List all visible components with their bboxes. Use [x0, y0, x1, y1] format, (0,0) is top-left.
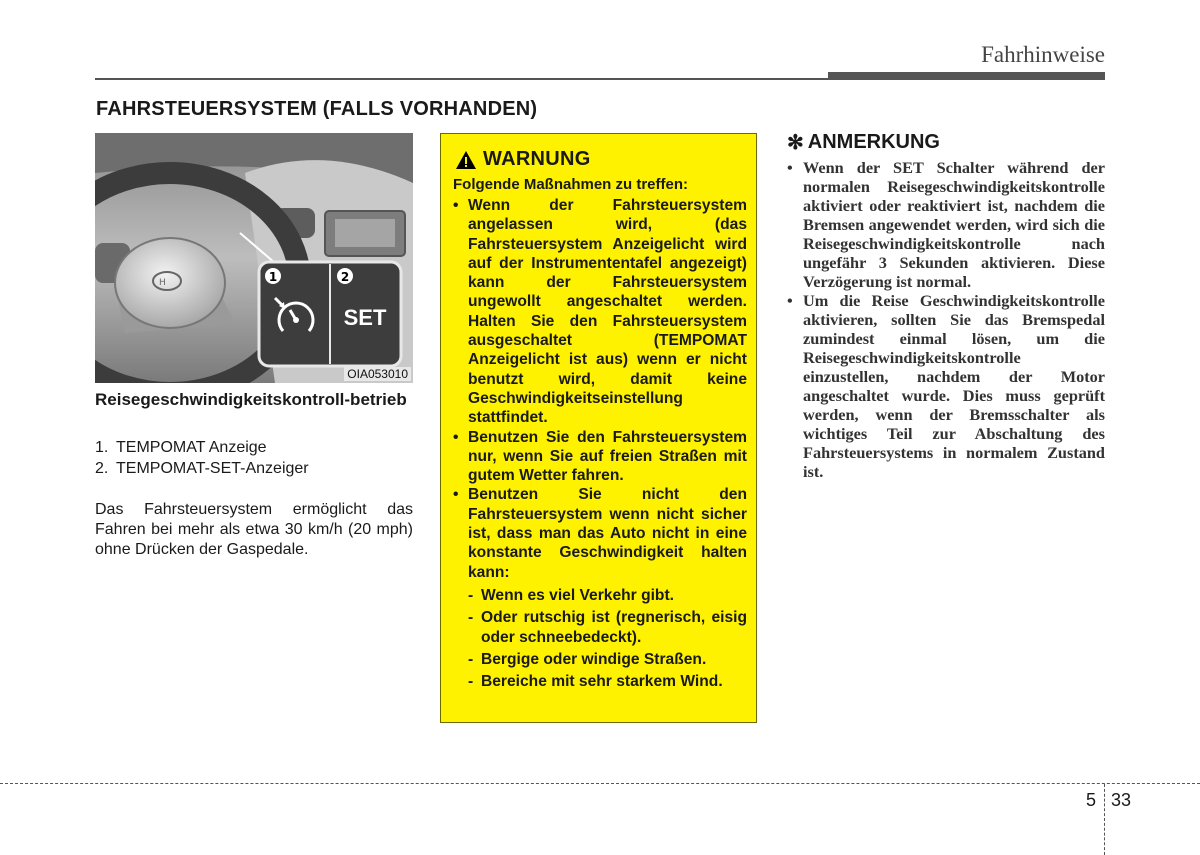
header-rule-accent — [828, 72, 1105, 80]
note-item-text: Wenn der SET Schalter während der normalen Reisegeschwindigkeitskontrolle aktiviert oder reaktiviert ist, nachdem die Bremsen angewendet werden, wird sich die Reisegeschwindigkeitskontrolle nach ungefähr 3 Sekunden aktivieren. Diese Verzögerung ist normal. — [803, 158, 1105, 291]
warning-item-text: Benutzen Sie den Fahrsteuersystem nur, wenn Sie auf freien Straßen mit gutem Wetter fahren. — [468, 428, 747, 485]
legend-label: TEMPOMAT Anzeige — [116, 439, 267, 456]
chapter-title: Fahrhinweise — [981, 42, 1105, 67]
steering-wheel-figure — [95, 133, 413, 383]
steering-wheel-illustration — [95, 133, 413, 383]
warning-box — [440, 133, 757, 723]
warning-item: • Benutzen Sie den Fahrsteuersystem nur, wenn Sie auf freien Straßen mit gutem Wetter fahren. — [453, 428, 747, 485]
warning-title: WARNUNG — [483, 148, 591, 170]
note-title: ANMERKUNG — [807, 131, 940, 153]
footer-divider — [1104, 784, 1105, 855]
legend-number: 1. — [95, 439, 109, 456]
footer-rule — [0, 783, 1200, 784]
warning-sub-item: - Oder rutschig ist (regnerisch, eisig oder schneebedeckt). — [468, 609, 747, 646]
figure-legend — [95, 437, 413, 479]
set-indicator-label: SET — [343, 305, 387, 330]
note-item: • Wenn der SET Schalter während der normalen Reisegeschwindigkeitskontrolle aktiviert oder reaktiviert ist, nachdem die Bremsen angewendet werden, wird sich die Reisegeschwindigkeitskontrolle nach ungefähr 3 Sekunden aktivieren. Diese Verzögerung ist normal. — [787, 158, 1105, 291]
svg-text:H: H — [159, 278, 166, 288]
legend-item — [95, 437, 413, 458]
note-item-text: Um die Reise Geschwindigkeitskontrolle aktivieren, sollten Sie das Bremspedal zumindest einmal lösen, um die Reisegeschwindigkeitskontrolle einzustellen, nachdem der Motor angeschaltet wurde. Dies muss geprüft werden, wenn der Bremsschalter als wichtiges Teil zur Abschaltung des Fahrsteuersystems in normalem Zustand ist. — [803, 291, 1105, 481]
legend-number: 2. — [95, 460, 109, 477]
warning-sub-item: - Bergige oder windige Straßen. — [468, 650, 707, 668]
figure-code: OIA053010 — [344, 367, 411, 381]
intro-paragraph: Das Fahrsteuersystem ermöglicht das Fahren bei mehr als etwa 30 km/h (20 mph) ohne Drücken der Gaspedale. — [95, 501, 413, 558]
callout-1: 1 — [268, 270, 278, 284]
figure-caption: Reisegeschwindigkeitskontroll-betrieb — [95, 390, 407, 409]
page-number: 33 — [1111, 790, 1132, 810]
warning-item-text: Wenn der Fahrsteuersystem angelassen wird, (das Fahrsteuersystem Anzeigelicht wird auf der Instrumententafel angezeigt) kann der Fahrsteuersystem ungewollt angeschaltet werden. Halten Sie den Fahrsteuersystem ausgeschaltet (TEMPOMAT Anzeigelicht ist aus) wenn er nicht benutzt wird, damit keine Geschwindigkeitseinstellung stattfindet. — [468, 197, 747, 427]
legend-label: TEMPOMAT-SET-Anzeiger — [116, 460, 309, 477]
warning-header — [455, 148, 591, 171]
warning-intro: Folgende Maßnahmen zu treffen: — [453, 176, 689, 193]
note-item: • Um die Reise Geschwindigkeitskontrolle aktivieren, sollten Sie das Bremspedal zumindest einmal lösen, um die Reisegeschwindigkeitskontrolle einzustellen, nachdem der Motor angeschaltet wurde. Dies muss geprüft werden, wenn der Bremsschalter als wichtiges Teil zur Abschaltung des Fahrsteuersystems in normalem Zustand ist. — [787, 291, 1105, 481]
warning-triangle-icon — [455, 150, 477, 170]
warning-sub-item: - Bereiche mit sehr starkem Wind. — [468, 673, 723, 691]
warning-sub-list — [468, 586, 747, 691]
chapter-number: 5 — [1086, 790, 1097, 810]
warning-item-text: Benutzen Sie nicht den Fahrsteuersystem wenn nicht sicher ist, dass man das Auto nicht in eine konstante Geschwindigkeit halten kann: — [468, 486, 747, 581]
asterisk-icon: ✻ — [787, 132, 804, 154]
legend-item — [95, 458, 413, 479]
header-rule — [95, 78, 830, 80]
warning-item: • Benutzen Sie nicht den Fahrsteuersystem wenn nicht sicher ist, dass man das Auto nicht in eine konstante Geschwindigkeit halten kann: - Wenn es viel Verkehr gibt. - Oder rutschig ist (regnerisch, eisig oder schneebedeckt). - Bergige oder windige Straßen. - Bereiche mit sehr starkem Wind. — [453, 486, 747, 691]
note-header — [787, 130, 940, 155]
section-title: FAHRSTEUERSYSTEM (FALLS VORHANDEN) — [96, 98, 538, 120]
warning-sub-item: - Wenn es viel Verkehr gibt. — [468, 586, 674, 604]
warning-item: • Wenn der Fahrsteuersystem angelassen wird, (das Fahrsteuersystem Anzeigelicht wird auf der Instrumententafel angezeigt) kann der Fahrsteuersystem ungewollt angeschaltet werden. Halten Sie den Fahrsteuersystem ausgeschaltet (TEMPOMAT Anzeigelicht ist aus) wenn er nicht benutzt wird, damit keine Geschwindigkeitseinstellung stattfindet. — [453, 197, 747, 427]
callout-2: 2 — [340, 270, 350, 284]
note-list — [787, 158, 1105, 481]
warning-list — [453, 196, 747, 694]
